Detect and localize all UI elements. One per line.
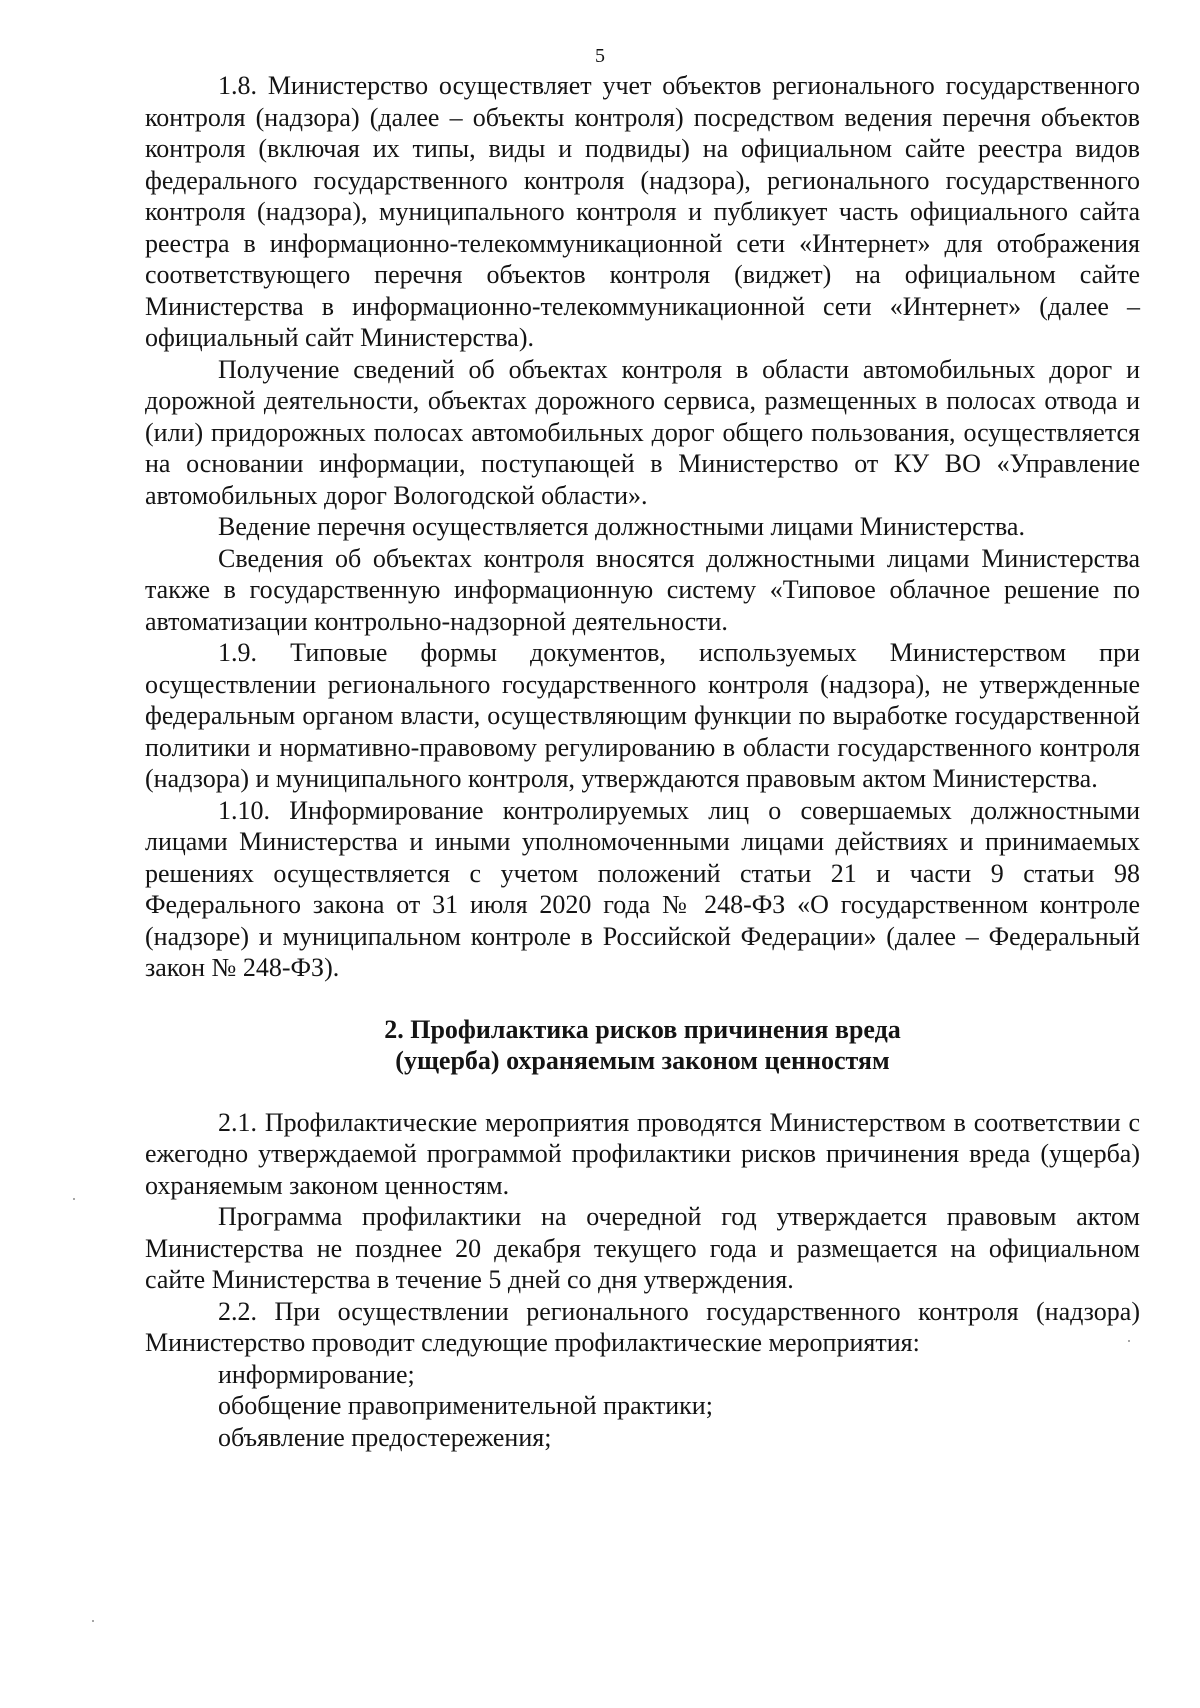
section-heading-line-1: 2. Профилактика рисков причинения вреда bbox=[384, 1014, 901, 1044]
paragraph-1-9: 1.9. Типовые формы документов, используемых Министерством при осуществлении регионального государственного контроля (надзора), не утвержденные федеральным органом власти, осуществляющим функции по выработке государственной политики и нормативно-правовому регулированию в области государственного контроля (надзора) и муниципального контроля, утверждаются правовым актом Министерства. bbox=[145, 638, 1140, 793]
scan-speck bbox=[73, 1198, 75, 1200]
paragraph-prevention-program: Программа профилактики на очередной год утверждается правовым актом Министерства не позднее 20 декабря текущего года и размещается на официальном сайте Министерства в течение 5 дней со дня утверждения. bbox=[145, 1202, 1140, 1294]
paragraph-information-system: Сведения об объектах контроля вносятся должностными лицами Министерства также в государственную информационную систему «Типовое облачное решение по автоматизации контрольно-надзорной деятельности. bbox=[145, 543, 1140, 636]
paragraph-2-1: 2.1. Профилактические мероприятия проводятся Министерством в соответствии с ежегодно утверждаемой программой профилактики рисков причинения вреда (ущерба) охраняемым законом ценностям. bbox=[145, 1107, 1140, 1200]
paragraph-1-8: 1.8. Министерство осуществляет учет объектов регионального государственного контроля (надзора) (далее – объекты контроля) посредством ведения перечня объектов контроля (включая их типы, виды и подвиды) на официальном сайте реестра видов федерального государственного контроля (надзора), регионального государственного контроля (надзора), муниципального контроля и публикует часть официального сайта реестра в информационно-телекоммуникационной сети «Интернет» для отображения соответствующего перечня объектов контроля (виджет) на официальном сайте Министерства в информационно-телекоммуникационной сети «Интернет» (далее – официальный сайт Министерства). bbox=[145, 71, 1140, 352]
list-item-practice-summary: обобщение правоприменительной практики; bbox=[218, 1391, 713, 1420]
paragraph-2-2: 2.2. При осуществлении регионального государственного контроля (надзора) Министерство проводит следующие профилактические мероприятия: bbox=[145, 1296, 1140, 1357]
page-number: 5 bbox=[595, 45, 605, 67]
paragraph-1-10: 1.10. Информирование контролируемых лиц о совершаемых должностными лицами Министерства и иными уполномоченными лицами действиях и принимаемых решениях осуществляется с учетом положений статьи 21 и части 9 статьи 98 Федерального закона от 31 июля 2020 года № 248-ФЗ «О государственном контроле (надзоре) и муниципальном контроле в Российской Федерации» (далее – Федеральный закон № 248-ФЗ). bbox=[145, 795, 1140, 982]
list-item-warning: объявление предостережения; bbox=[218, 1422, 552, 1452]
section-heading bbox=[145, 1014, 1140, 1077]
paragraph-objects-info: Получение сведений об объектах контроля в области автомобильных дорог и дорожной деятельности, объектах дорожного сервиса, размещенных в полосах отвода и (или) придорожных полосах автомобильных дорог общего пользования, осуществляется на основании информации, поступающей в Министерство от КУ ВО «Управление автомобильных дорог Вологодской области». bbox=[145, 354, 1140, 510]
section-heading-line-2: (ущерба) охраняемым законом ценностям bbox=[395, 1046, 890, 1075]
paragraph-list-maintenance: Ведение перечня осуществляется должностными лицами Министерства. bbox=[218, 512, 1025, 541]
scan-speck bbox=[92, 1620, 94, 1622]
document-body bbox=[145, 70, 1140, 1453]
list-item-informing: информирование; bbox=[218, 1359, 415, 1389]
scan-speck bbox=[1128, 1340, 1130, 1342]
